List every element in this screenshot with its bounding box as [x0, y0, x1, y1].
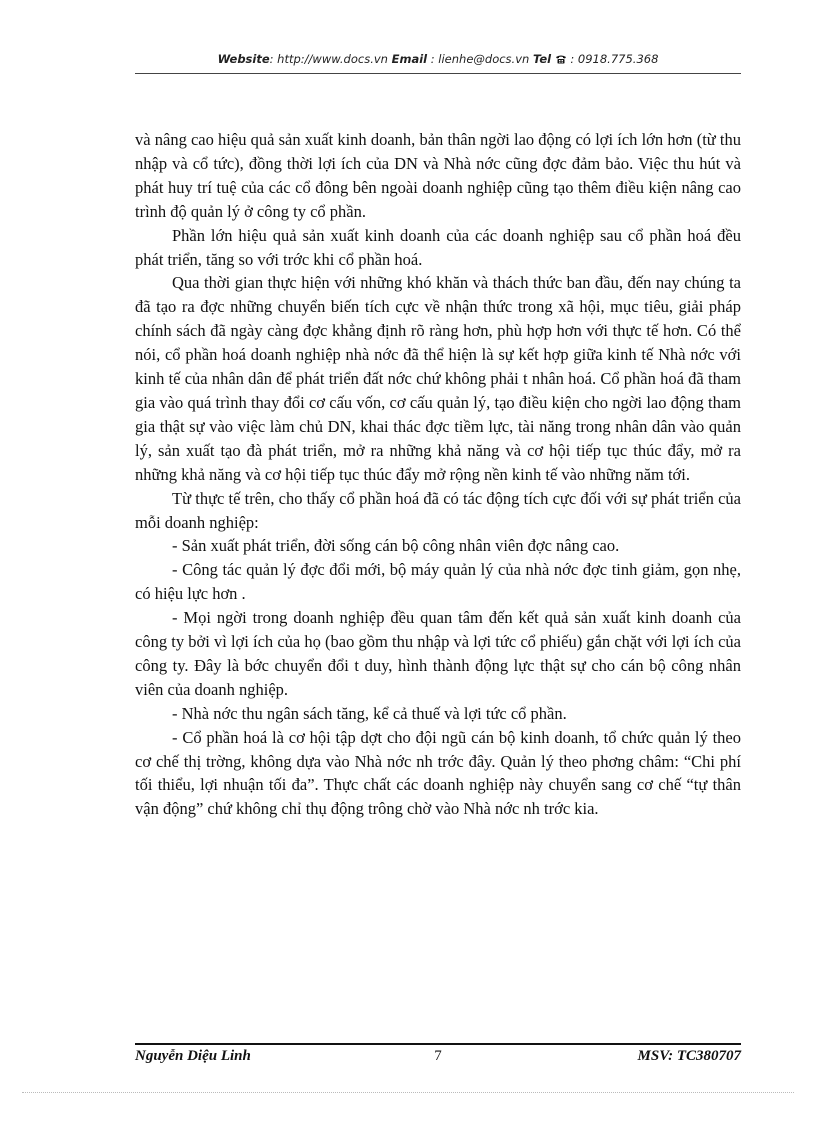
footer-divider — [135, 1043, 741, 1045]
website-url[interactable]: : http://www.docs.vn — [269, 52, 388, 66]
paragraph: - Cổ phần hoá là cơ hội tập dợt cho đội ngũ cán bộ kinh doanh, tổ chức quản lý theo cơ chế thị trờng, không dựa vào Nhà nớc nh trớc đây. Quản lý theo phơng châm: “Chi phí tối thiểu, lợi nhuận tối đa”. Thực chất các doanh nghiệp này chuyển sang cơ chế “tự thân vận động” chứ không chỉ thụ động trông chờ vào Nhà nớc nh trớc kia. — [135, 727, 741, 819]
website-label: Website — [217, 52, 270, 66]
phone-icon — [555, 52, 571, 66]
tel-label: Tel — [532, 52, 552, 66]
document-body — [135, 128, 741, 821]
paragraph: - Công tác quản lý đợc đổi mới, bộ máy quản lý của nhà nớc đợc tinh giảm, gọn nhẹ, có hiệu lực hơn . — [135, 560, 741, 604]
page-number: 7 — [434, 1048, 442, 1064]
page-header — [135, 52, 741, 66]
paragraph: Phần lớn hiệu quả sản xuất kinh doanh của các doanh nghiệp sau cổ phần hoá đều phát triển, tăng so với trớc khi cổ phần hoá. — [135, 225, 741, 269]
header-divider — [135, 73, 741, 74]
email-label: Email — [391, 52, 428, 66]
paragraph: - Nhà nớc thu ngân sách tăng, kể cả thuế và lợi tức cổ phần. — [172, 703, 567, 723]
email-address[interactable]: : lienhe@docs.vn — [430, 52, 530, 66]
paragraph: Qua thời gian thực hiện với những khó khăn và thách thức ban đầu, đến nay chúng ta đã tạo ra đợc những chuyển biến tích cực về nhận thức trong xã hội, mục tiêu, giải pháp chính sách đã ngày càng đợc khẳng định rõ ràng hơn, phù hợp hơn với thực tế hơn. Có thể nói, cổ phần hoá doanh nghiệp nhà nớc đã thể hiện là sự kết hợp giữa kinh tế Nhà nớc với kinh tế của nhân dân để phát triển đất nớc chứ không phải t nhân hoá. Cổ phần hoá đã tham gia vào quá trình thay đổi cơ cấu vốn, cơ cấu quản lý, tạo điều kiện cho ngời lao động tham gia thật sự vào việc làm chủ DN, khai thác đợc tiềm lực, tài năng trong nhân dân vào quản lý, sản xuất tạo đà phát triển, mở ra những khả năng và cơ hội tiếp tục thúc đẩy, mở ra những khả năng và cơ hội tiếp tục thúc đẩy mở rộng nền kinh tế vào những năm tới. — [135, 273, 741, 484]
paragraph: - Mọi ngời trong doanh nghiệp đều quan tâm đến kết quả sản xuất kinh doanh của công ty bởi vì lợi ích của họ (bao gồm thu nhập và lợi tức cổ phiếu) gắn chặt với lợi ích của công ty. Đây là bớc chuyển đổi t duy, hình thành động lực thật sự cho cán bộ công nhân viên của doanh nghiệp. — [135, 608, 741, 699]
paragraph: - Sản xuất phát triển, đời sống cán bộ công nhân viên đợc nâng cao. — [172, 536, 620, 556]
bottom-dotted-border — [22, 1092, 794, 1093]
page-footer — [135, 1048, 741, 1070]
tel-number: : 0918.775.368 — [570, 52, 659, 66]
author-name: Nguyễn Diệu Linh — [135, 1048, 251, 1064]
paragraph: Từ thực tế trên, cho thấy cổ phần hoá đã có tác động tích cực đối với sự phát triển của mỗi doanh nghiệp: — [135, 488, 741, 532]
student-id: MSV: TC380707 — [637, 1048, 741, 1064]
paragraph: và nâng cao hiệu quả sản xuất kinh doanh, bản thân ngời lao động có lợi ích lớn hơn (từ thu nhập và cổ tức), đồng thời lợi ích của DN và Nhà nớc cũng đợc đảm bảo. Việc thu hút và phát huy trí tuệ của các cổ đông bên ngoài doanh nghiệp cũng tạo thêm điều kiện nâng cao trình độ quản lý ở công ty cổ phần. — [135, 130, 741, 221]
